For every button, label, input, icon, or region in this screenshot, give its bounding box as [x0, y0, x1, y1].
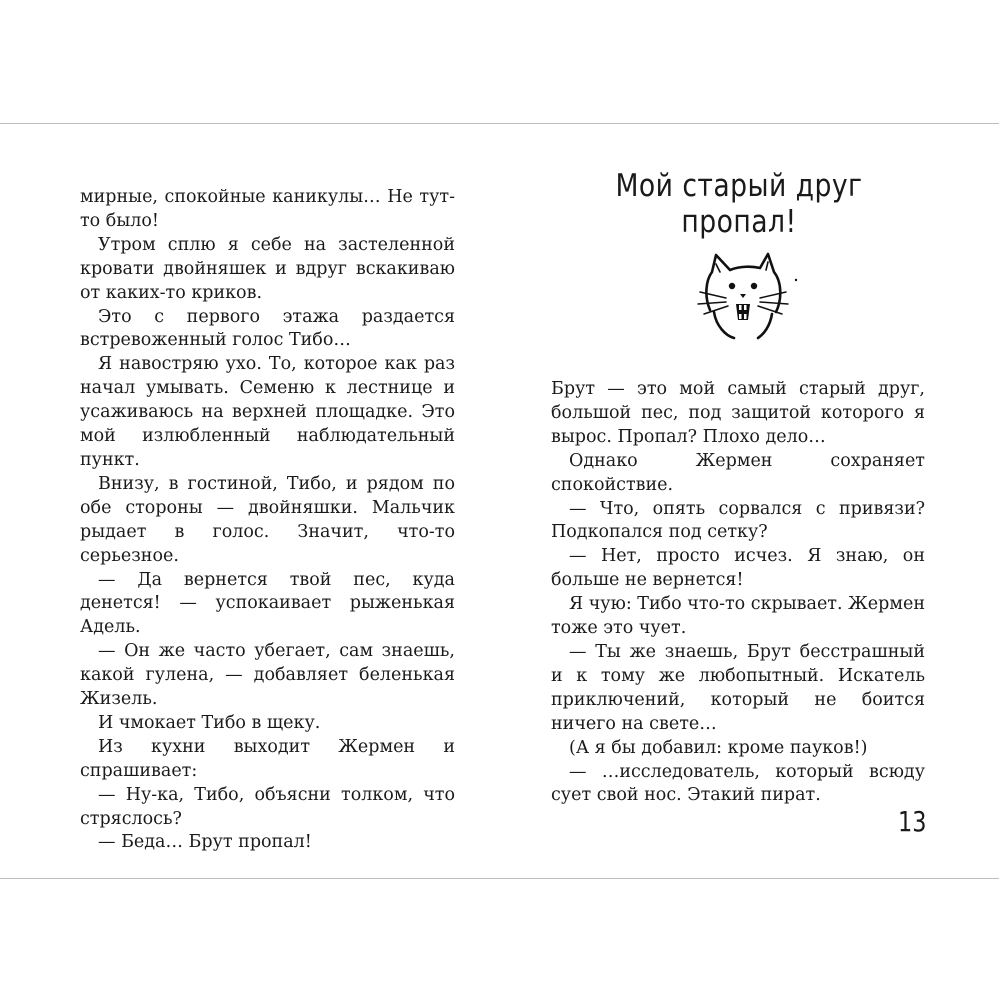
- page-number: 13: [898, 805, 927, 838]
- paragraph: — Беда… Брут пропал!: [98, 832, 312, 853]
- paragraph: Из кухни выходит Жермен и спрашивает:: [80, 736, 455, 781]
- paragraph: Я чую: Тибо что-то скрывает. Жермен тоже это чует.: [551, 594, 925, 639]
- paragraph: — Ну-ка, Тибо, объясни толком, что стряслось?: [80, 784, 455, 829]
- paragraph: И чмокает Тибо в щеку.: [98, 712, 321, 733]
- paragraph: — Он же часто убегает, сам знаешь, какой гулена, — добавляет беленькая Жизель.: [80, 641, 455, 710]
- paragraph: Внизу, в гостиной, Тибо, и рядом по обе стороны — двойняшки. Мальчик рыдает в голос. Значит, что-то серьезное.: [80, 473, 455, 566]
- paragraph: Однако Жермен сохраняет спокойствие.: [551, 450, 925, 495]
- paragraph: (А я бы добавил: кроме пауков!): [569, 737, 868, 758]
- paragraph: Утром сплю я себе на застеленной кровати двойняшек и вдруг вскакиваю от каких-то криков.: [80, 234, 455, 303]
- paragraph: — Да вернется твой пес, куда денется! — успокаивает рыженькая Адель.: [80, 569, 455, 638]
- paragraph: — Что, опять сорвался с привязи? Подкопался под сетку?: [551, 498, 925, 543]
- paragraph: Я навостряю ухо. То, которое как раз начал умывать. Семеню к лестнице и усаживаюсь на верхней площадке. Это мой излюбленный наблюдательный пункт.: [80, 354, 455, 470]
- paragraph: — …исследователь, который всюду сует свой нос. Этакий пират.: [551, 761, 925, 806]
- paragraph: Это с первого этажа раздается встревоженный голос Тибо…: [80, 306, 455, 351]
- chapter-heading: Мой старый друг пропал!: [615, 168, 863, 240]
- paragraph: мирные, спокойные каникулы… Не тут-то было!: [80, 187, 455, 231]
- left-page-text: [80, 186, 455, 855]
- paragraph: Брут — это мой самый старый друг, большой пес, под защитой которого я вырос. Пропал? Плохо дело…: [551, 379, 925, 447]
- paragraph: — Ты же знаешь, Брут бесстрашный и к тому же любопытный. Искатель приключений, который не боится ничего на свете…: [551, 641, 925, 734]
- cat-face-icon: [690, 250, 800, 345]
- right-page-text: [551, 378, 925, 808]
- paragraph: — Нет, просто исчез. Я знаю, он больше не вернется!: [551, 546, 925, 591]
